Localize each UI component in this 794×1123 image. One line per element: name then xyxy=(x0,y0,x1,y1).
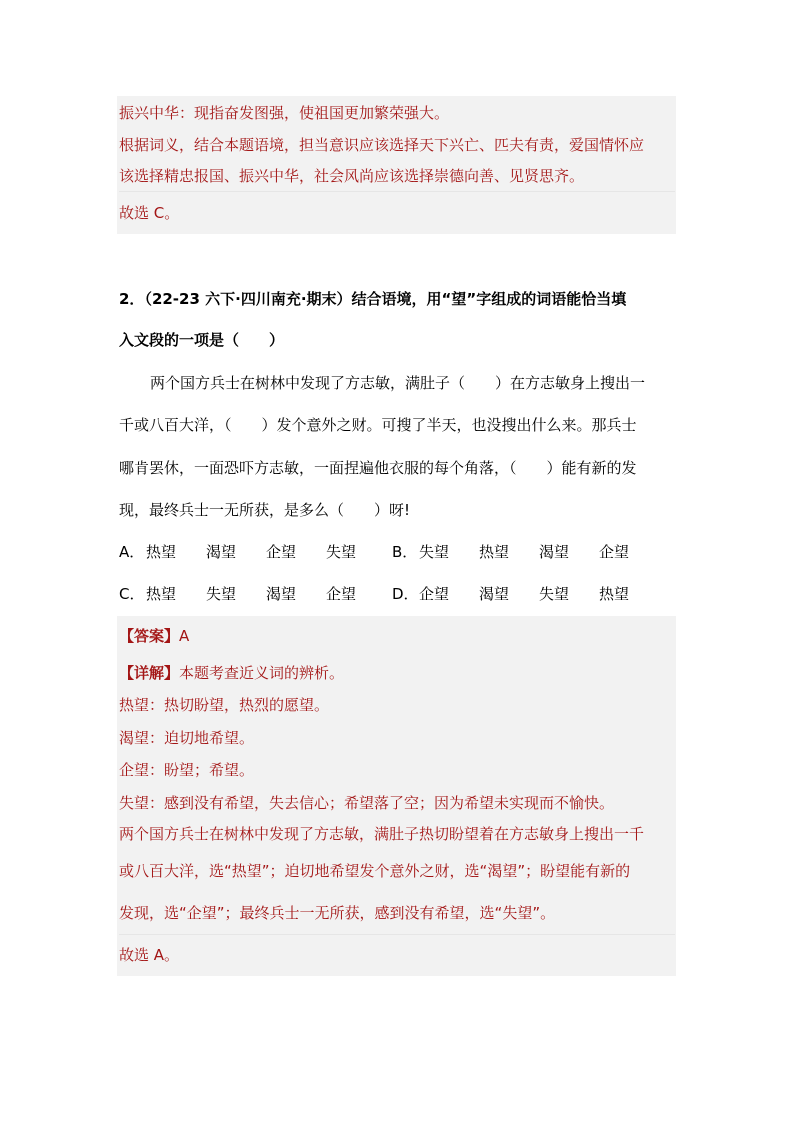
answer-line xyxy=(119,626,189,646)
option-row xyxy=(119,584,659,604)
answer-tag: 【答案】 xyxy=(119,627,180,645)
definition-line: 企望：盼望；希望。 xyxy=(119,761,255,779)
option-label: C． xyxy=(119,585,145,603)
explanation-line: 发现，选“企望”；最终兵士一无所获，感到没有希望，选“失望”。 xyxy=(119,904,556,922)
question-title-line2: 入文段的一项是（ ） xyxy=(119,331,285,349)
definition-line: 热望：热切盼望，热烈的愿望。 xyxy=(119,696,330,714)
option-word: 渴望 xyxy=(479,585,510,603)
question-title-text: （22-23 六下·四川南充·期末）结合语境，用“望”字组成的词语能恰当填 xyxy=(144,290,627,308)
option-word: 热望 xyxy=(479,543,510,561)
option-word: 失望 xyxy=(206,585,237,603)
prev-answer-choice: 故选 C。 xyxy=(119,204,180,222)
option-word: 渴望 xyxy=(206,543,237,561)
prev-answer-line: 振兴中华：现指奋发图强，使祖国更加繁荣强大。 xyxy=(119,104,450,122)
option-row xyxy=(119,542,659,562)
option-word: 失望 xyxy=(419,543,450,561)
prev-answer-line: 根据词义，结合本题语境，担当意识应该选择天下兴亡、匹夫有责，爱国情怀应 xyxy=(119,136,645,154)
question-title xyxy=(119,289,626,309)
option-word: 热望 xyxy=(146,585,177,603)
passage-line: 千或八百大洋，（ ）发个意外之财。可搜了半天，也没搜出什么来。那兵士 xyxy=(119,416,637,434)
prev-answer-line: 该选择精忠报国、振兴中华，社会风尚应该选择崇德向善、见贤思齐。 xyxy=(119,167,585,185)
option-word: 失望 xyxy=(326,543,357,561)
option-label: B． xyxy=(392,543,418,561)
option-word: 失望 xyxy=(539,585,570,603)
option-label: D． xyxy=(392,585,419,603)
definition-line: 渴望：迫切地希望。 xyxy=(119,729,255,747)
option-c[interactable] xyxy=(119,584,386,604)
detail-intro: 本题考查近义词的辨析。 xyxy=(179,664,345,682)
detail-tag: 【详解】 xyxy=(119,664,180,682)
option-a[interactable] xyxy=(119,542,386,562)
separator xyxy=(119,934,675,935)
explanation-line: 或八百大洋，选“热望”；迫切地希望发个意外之财，选“渴望”；盼望能有新的 xyxy=(119,862,631,880)
option-word: 热望 xyxy=(146,543,177,561)
option-b[interactable] xyxy=(392,542,659,562)
definition-line: 失望：感到没有希望，失去信心；希望落了空；因为希望未实现而不愉快。 xyxy=(119,794,615,812)
option-word: 企望 xyxy=(599,543,630,561)
answer-choice: 故选 A。 xyxy=(119,946,180,964)
option-d[interactable] xyxy=(392,584,659,604)
option-word: 渴望 xyxy=(539,543,570,561)
option-label: A． xyxy=(119,543,145,561)
passage-line: 哪肯罢休，一面恐吓方志敏，一面捏遍他衣服的每个角落，（ ）能有新的发 xyxy=(119,459,637,477)
passage-line: 现，最终兵士一无所获，是多么（ ）呀! xyxy=(119,501,411,519)
option-word: 热望 xyxy=(599,585,630,603)
option-word: 渴望 xyxy=(266,585,297,603)
separator xyxy=(119,191,675,192)
option-word: 企望 xyxy=(326,585,357,603)
explanation-line: 两个国方兵士在树林中发现了方志敏，满肚子热切盼望着在方志敏身上搜出一千 xyxy=(119,825,645,843)
option-word: 企望 xyxy=(419,585,450,603)
passage-line: 两个国方兵士在树林中发现了方志敏，满肚子（ ）在方志敏身上搜出一 xyxy=(150,374,646,392)
question-number: 2． xyxy=(119,290,145,308)
option-word: 企望 xyxy=(266,543,297,561)
answer-value: A xyxy=(179,627,190,645)
detail-line xyxy=(119,663,344,683)
